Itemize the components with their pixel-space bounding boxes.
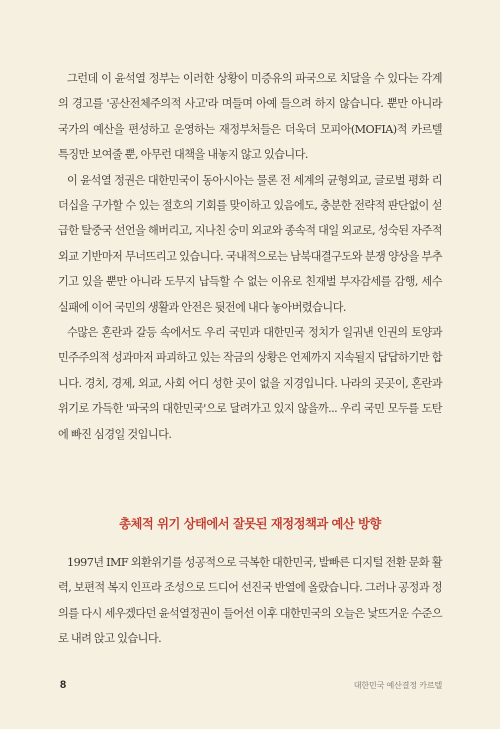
paragraph: 그런데 이 윤석열 정부는 이러한 상황이 미증유의 파국으로 치달을 수 있다는 각계의 경고를 '공산전체주의적 사고'라 며들며 아예 들으려 하지 않습니다. 뿐만 아니라 국가의 예산을 편성하고 운영하는 재정부처들은 더욱더 모피아(MOFIA)적 카르텔 특징만 보여줄 뿐, 아무런 대책을 내놓지 않고 있습니다.	[58, 72, 442, 162]
section-heading: 총체적 위기 상태에서 잘못된 재정정책과 예산 방향	[119, 516, 381, 531]
page-number: 8	[60, 679, 67, 691]
running-footer-title: 대한민국 예산결정 카르텔	[353, 680, 442, 690]
paragraph: 이 윤석열 정권은 대한민국이 동아시아는 물론 전 세계의 균형외교, 글로벌 평화 리더십을 구가할 수 있는 절호의 기회를 맞이하고 있음에도, 충분한 전략적 판단없이 섣급한 탈중국 선언을 해버리고, 지나친 숭미 외교와 종속적 대일 외교로, 성숙된 자주적 외교 기반마저 무너뜨리고 있습니다. 국내적으로는 남북대결구도와 분쟁 양상을 부추기고 있을 뿐만 아니라 도무지 납득할 수 없는 이유로 친재벌 부자감세를 감행, 세수 실패에 이어 국민의 생활과 안전은 뒷전에 내다 놓아버렸습니다.	[58, 173, 442, 314]
body-text	[58, 66, 442, 447]
section-body-text	[58, 550, 442, 652]
paragraph: 1997년 IMF 외환위기를 성공적으로 극복한 대한민국, 발빠른 디지털 전환 문화 활력, 보편적 복지 인프라 조성으로 드디어 선진국 반열에 올랐습니다. 그러나 공정과 정의를 다시 세우겠다던 윤석열정권이 들어선 이후 대한민국의 오늘은 낯뜨거운 수준으로 내려 앉고 있습니다.	[58, 556, 442, 646]
paragraph: 수많은 혼란과 갈등 속에서도 우리 국민과 대한민국 정치가 일궈낸 인권의 토양과 민주주의적 성과마저 파괴하고 있는 작금의 상황은 언제까지 지속될지 답답하기만 합니다. 경치, 경제, 외교, 사회 어디 성한 곳이 없을 지경입니다. 나라의 곳곳이, 혼란과 위기로 가득한 '파국의 대한민국'으로 달려가고 있지 않을까... 우리 국민 모두를 도탄에 빠진 심경일 것입니다.	[58, 326, 442, 441]
